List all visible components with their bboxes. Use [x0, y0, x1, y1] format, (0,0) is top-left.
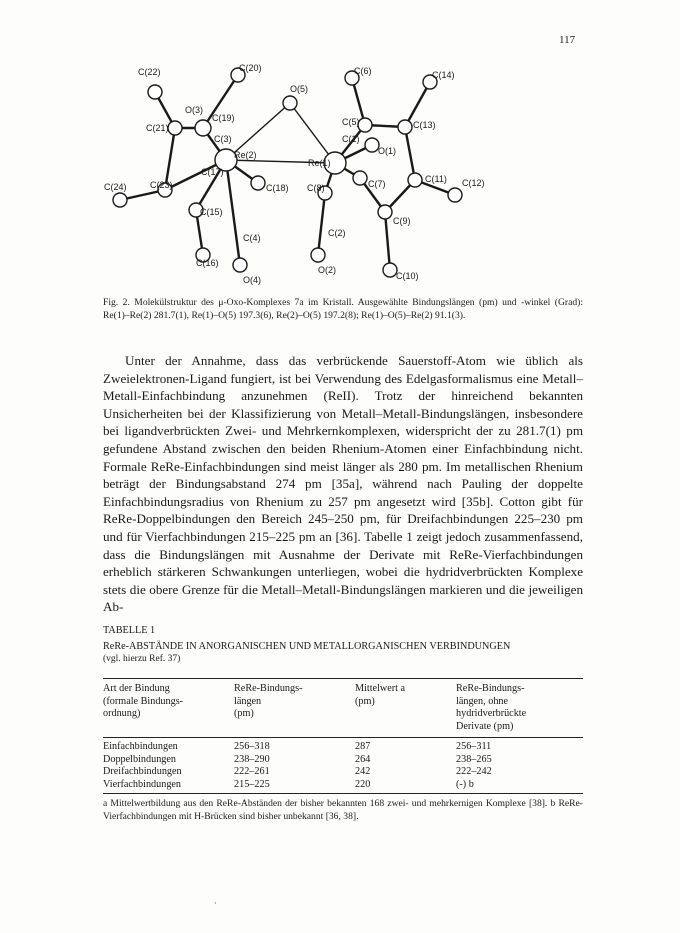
- atom-label-c10: C(10): [396, 271, 419, 281]
- page-mark: ·: [214, 899, 217, 908]
- table-subtitle: (vgl. hierzu Ref. 37): [103, 654, 181, 664]
- atom-label-c9: C(9): [393, 216, 411, 226]
- table-footnote: a Mittelwertbildung aus den ReRe-Abständen der bisher bekannten 168 zwei- und mehrkernigen Komplexe [38]. b ReRe-Vierfachbindungen mit H-Brücken sind bisher unbekannt [36, 38].: [103, 798, 583, 822]
- cell-range-no-hydride: (-) b: [456, 778, 474, 790]
- header-bond-type: Art der Bindung (formale Bindungs- ordnung): [103, 683, 184, 719]
- atom-label-c2: C(2): [328, 228, 346, 238]
- atom-label-o2: O(2): [318, 265, 336, 275]
- cell-range: 215–225: [234, 778, 270, 790]
- table-bottom-rule: [103, 793, 583, 794]
- atom-label-re2: Re(2): [234, 150, 257, 160]
- table-title: [103, 640, 583, 666]
- table-label: TABELLE 1: [103, 625, 156, 636]
- atom-label-c20: C(20): [239, 63, 262, 73]
- atom-label-c14: C(14): [432, 70, 455, 80]
- atom-label-c7: C(7): [368, 179, 386, 189]
- cell-mean: 242: [355, 766, 371, 777]
- atom-label-c6: C(6): [354, 66, 372, 76]
- atom-label-c5: C(5): [342, 117, 360, 127]
- body-text: [103, 352, 583, 616]
- atom-label-o1: O(1): [378, 146, 396, 156]
- molecular-structure-figure: [0, 0, 680, 290]
- cell-mean: 287: [355, 741, 371, 752]
- atom-label-c23: C(23): [150, 180, 173, 190]
- cell-range-no-hydride: 222–242: [456, 766, 492, 777]
- atom-label-o5: O(5): [290, 84, 308, 94]
- atom-label-c16: C(16): [196, 258, 219, 268]
- cell-mean: 220: [355, 778, 371, 790]
- cell-range: 238–290: [234, 753, 270, 765]
- table-top-rule: [103, 678, 583, 679]
- cell-bond-type: Vierfachbindungen: [103, 778, 182, 790]
- atom-label-c12: C(12): [462, 178, 485, 188]
- atom-label-o4: O(4): [243, 275, 261, 285]
- cell-bond-type: Doppelbindungen: [103, 753, 176, 765]
- header-mean: Mittelwert a (pm): [355, 683, 406, 707]
- atom-label-c8: C(8): [307, 183, 325, 193]
- cell-mean: 264: [355, 753, 371, 765]
- atom-label-c11: C(11): [425, 174, 447, 184]
- atom-label-c21: C(21): [146, 123, 169, 133]
- header-bond-lengths: ReRe-Bindungs- längen (pm): [234, 683, 303, 719]
- atom-label-c15: C(15): [200, 207, 223, 217]
- atom-label-c24: C(24): [104, 182, 127, 192]
- figure-caption: Fig. 2. Molekülstruktur des μ-Oxo-Komplexes 7a im Kristall. Ausgewählte Bindungslängen (pm) und -winkel (Grad): Re(1)–Re(2) 281.7(1), Re(1)–O(5) 197.3(6), Re(2)–O(5) 197.2(8); Re(1)–O(5)–Re(2) 91.1(3).: [103, 297, 583, 321]
- cell-bond-type: Einfachbindungen: [103, 741, 178, 752]
- atom-label-c19: C(19): [212, 113, 235, 123]
- atom-label-c18: C(18): [266, 183, 289, 193]
- cell-range-no-hydride: 238–265: [456, 753, 492, 765]
- table-title-main: ReRe-ABSTÄNDE IN ANORGANISCHEN UND METALLORGANISCHEN VERBINDUNGEN: [103, 641, 511, 652]
- atom-label-c22: C(22): [138, 67, 161, 77]
- header-lengths-no-hydride: ReRe-Bindungs- längen, ohne hydridverbrückte Derivate (pm): [456, 683, 527, 732]
- atom-label-o3: O(3): [185, 105, 203, 115]
- body-paragraph: Unter der Annahme, dass das verbrückende Sauerstoff-Atom wie üblich als Zweielektronen-Ligand fungiert, ist bei Verwendung des Edelgasformalismus eine Metall–Metall-Einfachbindung anzunehmen (ReII). Trotz der hinreichend bekannten Unsicherheiten bei der Klassifizierung von Metall–Metall-Bindungslängen, insbesondere bei ligandverbrückten Zwei- und Mehrkernkomplexen, widerspricht der zu 281.7(1) pm gefundene Abstand zwischen den beiden Rhenium-Atomen einer Einfachbindung nicht. Formale ReRe-Einfachbindungen sind meist länger als 280 pm. Im metallischen Rhenium beträgt der Bindungsabstand 274 pm [35a], während nach Pauling der doppelte Einfachbindungsradius von Rhenium zu 257 pm angesetzt wird [35b]. Cotton gibt für ReRe-Doppelbindungen den Bereich 245–250 pm, für Dreifachbindungen 225–230 pm und für Vierfachbindungen 215–225 pm an [36]. Tabelle 1 zeigt jedoch zusammenfassend, dass die Bindungslängen mit Ausnahme der Derivate mit ReRe-Vierfachbindungen erheblich stärkeren Schwankungen unterliegen, wobei die hydridverbrückten Komplexe stets die obere Grenze für die Metall–Metall-Bindungslängen markieren und die jeweiligen Ab-: [103, 353, 583, 615]
- molecule-drawing: [0, 0, 680, 290]
- atom-label-re1: Re(1): [308, 158, 331, 168]
- page-number: 117: [559, 34, 576, 46]
- atoms: [113, 68, 462, 277]
- atom-label-c1: C(1): [342, 134, 360, 144]
- atom-label-c3: C(3): [214, 134, 232, 144]
- atom-label-c13: C(13): [413, 120, 436, 130]
- cell-range: 222–261: [234, 766, 270, 777]
- atom-label-c17: C(17): [201, 167, 224, 177]
- table-mid-rule: [103, 737, 583, 738]
- cell-range: 256–318: [234, 741, 270, 752]
- cell-bond-type: Dreifachbindungen: [103, 766, 182, 777]
- atom-label-c4: C(4): [243, 233, 261, 243]
- cell-range-no-hydride: 256–311: [456, 741, 492, 752]
